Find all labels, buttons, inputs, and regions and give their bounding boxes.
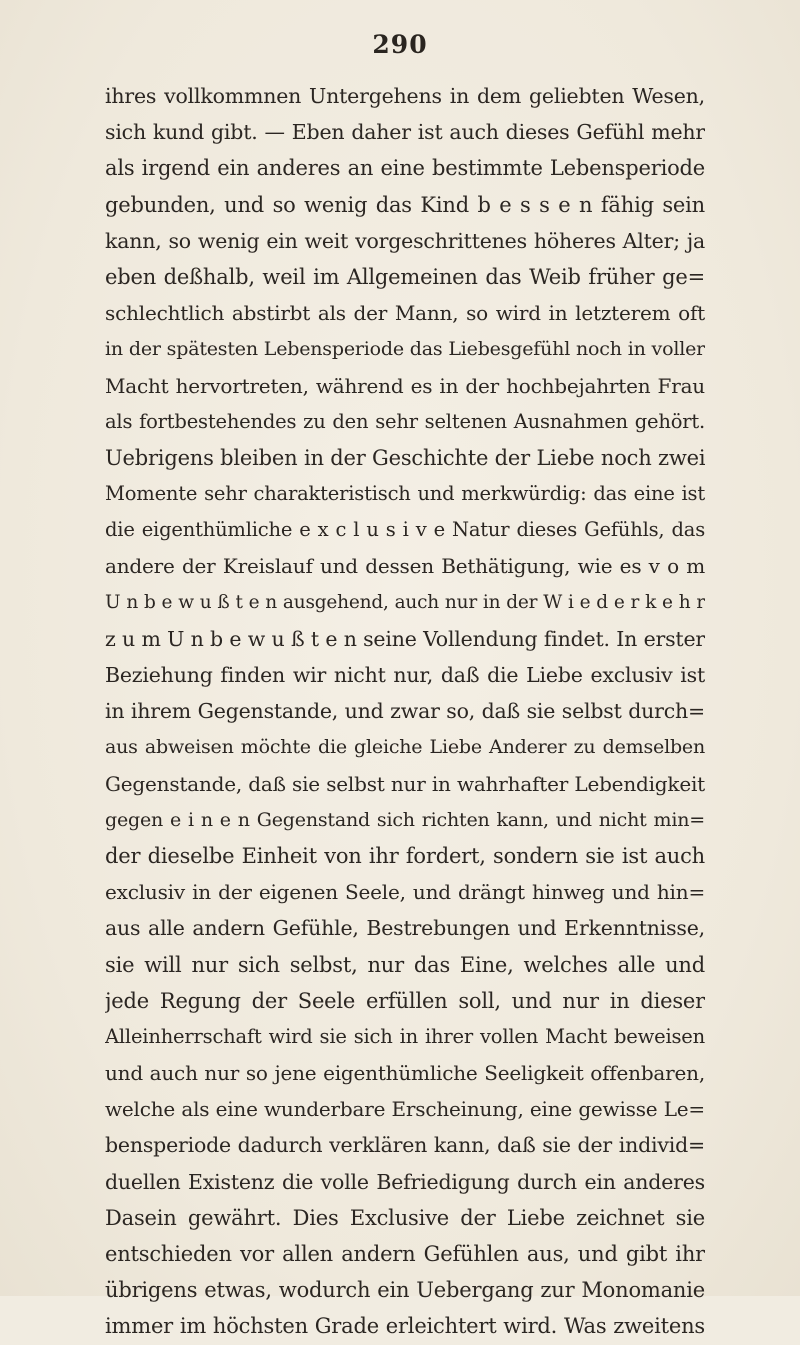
text-line: Gegenstande, daß sie selbst nur in wahrhafter Lebendigkeit	[105, 771, 705, 796]
text-line: schlechtlich abstirbt als der Mann, so wird in letzterem oft	[105, 301, 705, 326]
text-line: U n b e w u ß t e n ausgehend, auch nur in der W i e d e r k e h r	[105, 591, 705, 613]
text-line: als irgend ein anderes an eine bestimmte Lebensperiode	[105, 156, 705, 181]
text-line: Dasein gewährt. Dies Exclusive der Liebe zeichnet sie	[105, 1205, 705, 1230]
text-line: eben deßhalb, weil im Allgemeinen das Weib früher ge=	[105, 264, 705, 289]
text-line: Beziehung finden wir nicht nur, daß die Liebe exclusiv ist	[105, 663, 705, 687]
text-line: in der spätesten Lebensperiode das Liebesgefühl noch in voller	[105, 338, 705, 361]
text-line: aus abweisen möchte die gleiche Liebe Anderer zu demselben	[105, 736, 705, 759]
text-line: Momente sehr charakteristisch und merkwürdig: das eine ist	[105, 482, 705, 506]
text-line: z u m U n b e w u ß t e n seine Vollendung findet. In erster	[105, 626, 705, 651]
text-line: die eigenthümliche e x c l u s i v e Natur dieses Gefühls, das	[105, 518, 705, 542]
text-line: Macht hervortreten, während es in der hochbejahrten Frau	[105, 373, 705, 398]
text-line: und auch nur so jene eigenthümliche Seeligkeit offenbaren,	[105, 1061, 705, 1086]
text-line: andere der Kreislauf und dessen Bethätigung, wie es v o m	[105, 554, 705, 579]
text-line: Uebrigens bleiben in der Geschichte der Liebe noch zwei	[105, 445, 705, 470]
text-line: jede Regung der Seele erfüllen soll, und nur in dieser	[105, 988, 705, 1013]
text-line: kann, so wenig ein weit vorgeschrittenes höheres Alter; ja	[105, 228, 705, 253]
text-line: bensperiode dadurch verklären kann, daß sie der individ=	[105, 1133, 705, 1158]
page-number: 290	[372, 30, 428, 59]
text-line: immer im höchsten Grade erleichtert wird. Was zweitens	[105, 1314, 705, 1339]
text-line: als fortbestehendes zu den sehr seltenen Ausnahmen gehört.	[105, 409, 705, 433]
text-line: sie will nur sich selbst, nur das Eine, welches alle und	[105, 952, 705, 977]
text-line: duellen Existenz die volle Befriedigung durch ein anderes	[105, 1169, 705, 1194]
text-line: gegen e i n e n Gegenstand sich richten kann, und nicht min=	[105, 808, 705, 831]
text-line: der dieselbe Einheit von ihr fordert, sondern sie ist auch	[105, 843, 705, 868]
text-line: sich kund gibt. — Eben daher ist auch dieses Gefühl mehr	[105, 120, 705, 145]
text-line: entschieden vor allen andern Gefühlen aus, und gibt ihr	[105, 1242, 705, 1266]
text-line: Alleinherrschaft wird sie sich in ihrer vollen Macht beweisen	[105, 1024, 705, 1048]
text-line: aus alle andern Gefühle, Bestrebungen und Erkenntnisse,	[105, 916, 705, 941]
text-line: welche als eine wunderbare Erscheinung, eine gewisse Le=	[105, 1097, 705, 1122]
text-line: übrigens etwas, wodurch ein Uebergang zur Monomanie	[105, 1278, 705, 1303]
text-line: in ihrem Gegenstande, und zwar so, daß sie selbst durch=	[105, 699, 705, 724]
text-line: gebunden, und so wenig das Kind b e s s e n fähig sein	[105, 192, 705, 217]
body-text	[105, 78, 705, 1345]
text-line: ihres vollkommnen Untergehens in dem geliebten Wesen,	[105, 84, 705, 108]
text-line: exclusiv in der eigenen Seele, und drängt hinweg und hin=	[105, 880, 705, 905]
